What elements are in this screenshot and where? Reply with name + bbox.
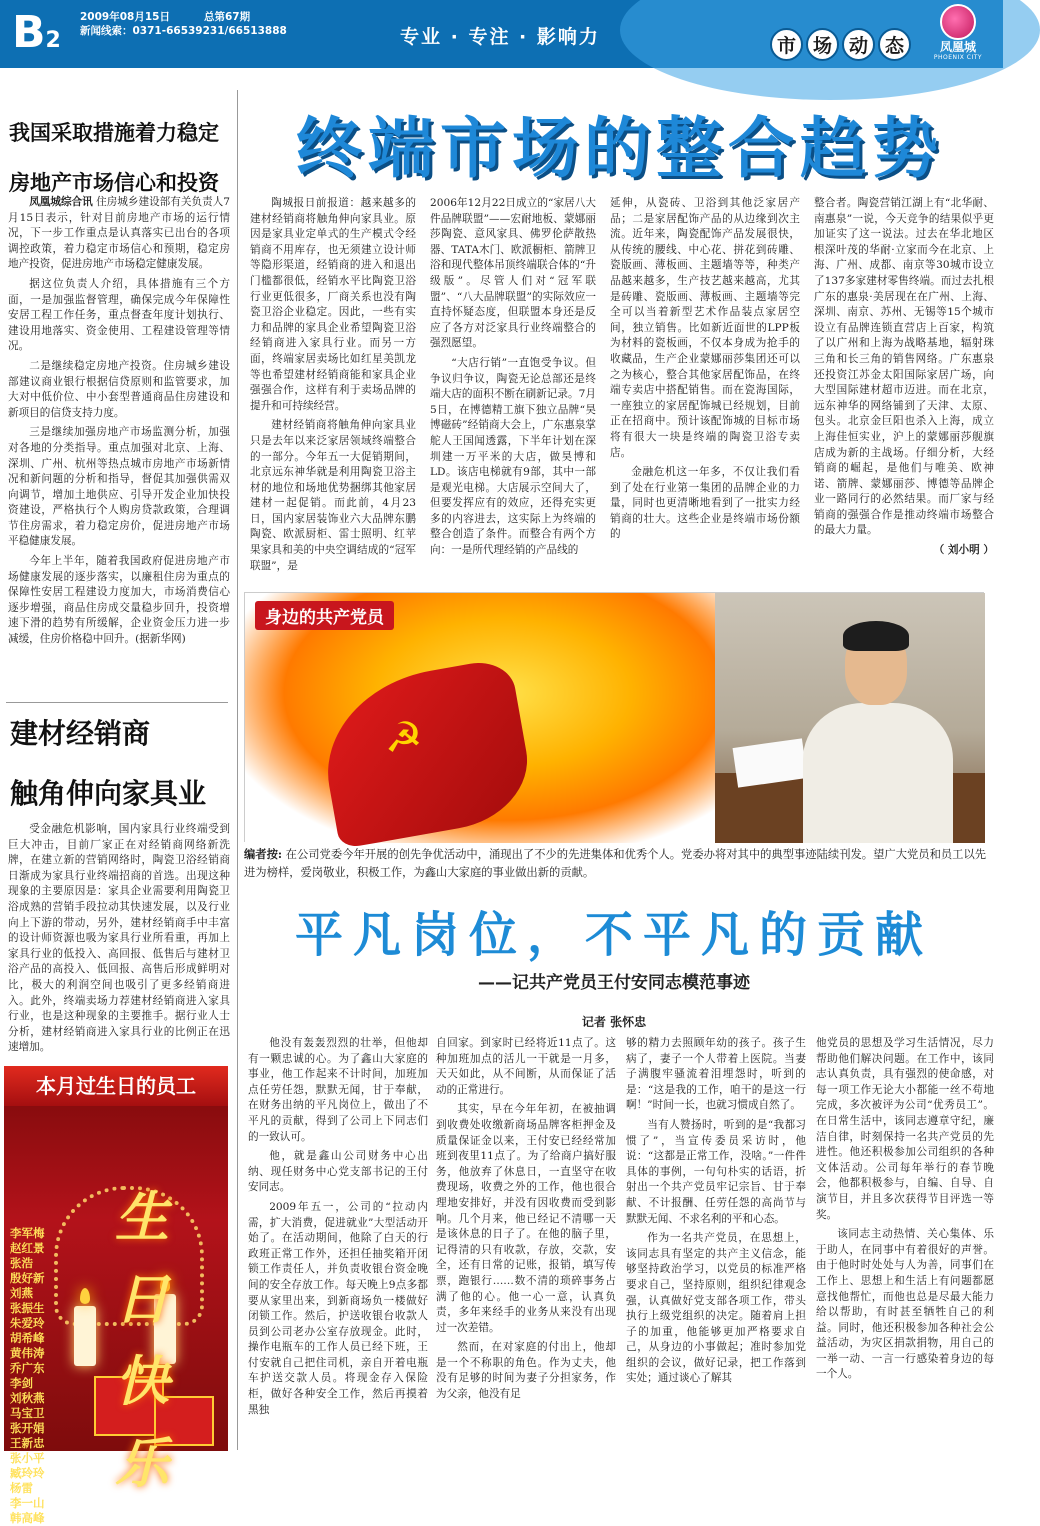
employee-name: 马宝卫 [10,1406,45,1420]
story2-byline: （ 刘小明 ） [933,544,994,557]
story1-headline: 我国采取措施着力稳定 房地产市场信心和投资 [9,121,219,195]
employee-name: 臧玲玲 [10,1466,45,1480]
story4-column-4: 他党员的思想及学习生活情况，尽力帮助他们解决问题。在工作中，该同志认真负责，具有强烈的使命感，对每一项工作无论大小都能一丝不苟地完成，多次被评为公司“优秀员工”。在日常生活中，该同志遵章守纪，廉洁自律，时刻保持一名共产党员的先进性。他还积极参加公司组织的各种文体活动。公司每年举行的春节晚会，他都积极参与，自编、自导、自演节目，并且多次获得节目评选一等奖。 该同志主动热情、关心集体、乐于助人，在同事中有着很好的声誉。由于他时时处处与人为善，同事们在工作上、思想上和生活上有问题都愿意找他帮忙，而他也总是尽最大能力给以帮助，有时甚至牺牲自己的利益。同时，他还积极参加各种社会公益活动，为灾区捐款捐物，用自己的一举一动、一言一行感染着身边的每一个人。 [816,1037,994,1381]
red-flag [313,657,538,849]
phoenix-city-logo: 凤凰城 PHOENIX CITY [920,4,996,61]
employee-name: 胡希峰 [10,1331,45,1345]
employee-name: 杨雷 [10,1481,33,1495]
employee-name: 张小平 [10,1451,45,1465]
employee-name: 张振生 [10,1301,45,1315]
editor-note-label: 编者按: [244,847,283,861]
dateline: 凤凰城综合讯 [29,196,93,208]
story3-headline: 建材经销商 触角伸向家具业 [10,717,207,810]
story4-author: 记者 张怀忠 [581,1015,647,1029]
story1-body: 凤凰城综合讯 住房城乡建设部有关负责人7月15日表示，针对目前房地产市场的运行情况，下一步工作重点是认真落实已出台的各项调控政策，着力稳定市场信心和预期，稳定房地产投资，促进房地产市场稳定健康发展。 据这位负责人介绍，具体措施有三个方面，一是加强监督管理，确保完成今年保障性安居工程工作任务，重点督查年度计划执行、建设用地落实、资金使用、工程建设管理等情况。 二是继续稳定房地产投资。住房城乡建设部建议商业银行根据信贷原则和监管要求，加大对中低价位、中小套型普通商品住房建设和新项目的信贷支持力度。 三是继续加强房地产市场监测分析，加强对各地的分类指导。重点加强对北京、上海、深圳、广州、杭州等热点城市房地产市场新情况和新问题的分析和指导，督促其加强供需双向调节，增加土地供应、引导开发企业加快投资建设，严格执行个人购房贷款政策，合理调节住房需求，着力稳定房价，促进房地产市场平稳健康发展。 今年上半年，随着我国政府促进房地产市场健康发展的逐步落实，以廉租住房为重点的保障性安居工程建设力度加大，市场消费信心逐步增强，商品住房成交量稳步回升，投资增速下滑的趋势有所缓解，企业资金压力进一步减缓，住房价格稳中回升。(据新华网) [8,196,230,646]
photo-caption: 身边的共产党员 [255,601,394,630]
section-name [770,28,911,61]
birthday-panel [4,1066,228,1525]
story4-column-2: 自回家。到家时已经将近11点了。这种加班加点的活儿一干就是一月多，天天如此，从不间断，从而保证了活动的正常进行。 其实，早在今年年初，在被抽调到收费处收缴新商场品牌客柜押金及质量保证金以来，王付安已经经常加班到夜里11点了。为了给商户搞好服务，他放弃了休息日，一直坚守在收费现场，收费之外的工作，他也很合理地安排好，并没有因收费而受到影响。几个月来，他已经记不清哪一天是该休息的日子了。在他的脑子里，记得清的只有收款，存放，交款，安全，还有日常的记账，报销，填写传票，跑银行……数不清的琐碎事务占满了他的心。他一心一意，认真负责，多年来经手的业务从来没有出现过一次差错。 然而，在对家庭的付出上，他却是一个不称职的角色。作为丈夫，他没有足够的时间为妻子分担家务，作为父亲，他没有足 [436,1037,616,1401]
slogan: 专业 · 专注 · 影响力 [400,26,600,48]
story2-column-1: 陶城报日前报道：越来越多的建材经销商将触角伸向家具业。原因是家具业定单式的生产模式令经销商不用库存，也无须建立设计师等隐形渠道，经销商的进入和退出门槛都很低，经销水平比陶瓷卫浴行业更低很多，厂商关系也没有陶瓷卫浴企业稳定。因此，一些有实力和品牌的家具企业希望陶瓷卫浴经销商进入家具行业。而另一方面，终端家居卖场比如红星美凯龙等也希望建材经销商能和家具企业强强合作，这样有利于卖场品牌的提升和可持续经营。 建材经销商将触角伸向家具业只是去年以来泛家居领域终端整合的一部分。今年五一大促销期间，北京远东神华就是利用陶瓷卫浴主材的地位和场地优势捆绑其他家居建材一起促销。而此前，4月23日，国内家居装饰业六大品牌东鹏陶瓷、欧派厨柜、雷士照明、红苹果家具和美的中央空调结成的“冠军联盟”，是 [250,197,416,572]
birthday-name-list [10,1226,58,1526]
employee-name: 李剑 [10,1376,33,1390]
hammer-sickle-icon: ☭ [385,713,423,762]
employee-name: 乔广东 [10,1361,45,1375]
employee-name: 黄伟涛 [10,1346,45,1360]
section-char: 场 [806,28,839,61]
employee-name: 张开娟 [10,1421,45,1435]
employee-name: 李军梅 [10,1226,45,1240]
divider [6,702,228,703]
story2-column-4: 整合者。陶瓷营销江湖上有“北华耐、南惠泉”一说，今天竞争的结果似乎更加证实了这一说法。过去在华北地区根深叶茂的华耐·立家而今在北京、上海、广州、成都、南京等30城市设立了137多家建材零售终端。而过去扎根广东的惠泉·美居现在在广州、上海、深圳、南京、苏州、无锡等15个城市设立有品牌连锁直营店上百家，构筑了以广州和上海为战略基地，辐射珠三角和长三角的销售网络。广东惠泉还投资江苏金太阳国际家居广场，向大型国际建材超市迈进。而在北京，远东神华的网络铺到了天津、太原、包头。北京金巨阳也杀入上海，成立上海佳恒实业，沪上的蒙娜丽莎舰旗店成为新的主战场。仔细分析，大经销商的崛起，是他们与唯美、欧神诺、箭牌、蒙娜丽莎、博德等品牌企业一路同行的必然结果。而厂家与经销商的强强合作是推动终端市场整合的最大力量。 （ 刘小明 ） [814,196,994,588]
issue-info [80,10,287,38]
section-char: 态 [878,28,911,61]
person-torso [803,703,953,843]
page-code: B2 [12,7,61,58]
employee-name: 王新忠 [10,1436,45,1450]
employee-name: 韩高峰 [10,1511,45,1525]
editor-note [244,845,992,882]
employee-name: 刘燕 [10,1286,33,1300]
employee-name: 刘秋燕 [10,1391,45,1405]
story2-column-2: 2006年12月22日成立的“家居八大件品牌联盟”——宏耐地板、蒙娜丽莎陶瓷、意风家具、佛罗伦萨散热器、TATA木门、欧派橱柜、箭牌卫浴和现代整体吊顶终端联合体的“升级版”。尽管人们对“冠军联盟”、“八大品牌联盟”的实际效应一直持怀疑态度，但联盟本身还是反应了各方对泛家具行业终端整合的强烈愿望。 “大店行销”一直饱受争议。但争议归争议，陶瓷无论总部还是终端大店的面积不断在刷新记录。7月5日，在博德精工旗下独立品牌“昊博磁砖”经销商大会上，广东惠泉掌舵人王国闻透露，下半年计划在深圳建一万平米的大店，做昊博和LD。该店电梯就有9部，其中一部是观光电梯。大店展示空间大了，但要发挥应有的效应，还得充实更多的内容进去，这实际上为终端的整合创造了条件。而整合有两个方向：一是所代理经销的产品线的 [430,197,596,557]
candle-icon [74,1306,96,1366]
story2-column-3: 延伸，从瓷砖、卫浴到其他泛家居产品；二是家居配饰产品的从边缘到次主流。近年来，陶瓷配饰产品发展很快，从传统的腰线、中心花、拼花到砖雕、瓷版画、薄板画、主题墙等等，种类产品越来越多，生产技艺越来越高，尤其是砖雕、瓷版画、薄板画、主题墙等完全可以当着新型艺术作品装点家居空间，独立销售。比如新近面世的LPP板为材料的瓷板画，不仅本身成为抢手的收藏品，生产企业蒙娜丽莎集团还可以之为核心，整合其他家居配饰品，在终端专卖店中搭配销售。而在瓷海国际，一座独立的家居配饰城已经规划，目前正在招商中。预计该配饰城的目标市场将有很大一块是终端的陶瓷卫浴专卖店。 金融危机这一年多，不仅让我们看到了处在行业第一集团的品牌企业的力量，同时也更清晰地看到了一批实力经销商的壮大。这些企业是终端市场份额的 [610,197,800,541]
column-divider [237,90,238,1450]
phoenix-icon [940,4,976,40]
story3-body: 受金融危机影响，国内家具行业终端受到巨大冲击，目前厂家正在对经销商网络新洗牌，在建立新的营销网络时，陶瓷卫浴经销商日渐成为家具行业终端招商的首选。出现这种现象的主要原因是：家具企业需要利用陶瓷卫浴成熟的营销手段拉动其快速发展，以及行业向上下游的带动，另外，建材经销商手中丰富的设计师资源也吸为家具行业所看重，再加上家具行业的低投入、高回报、低售后与建材卫浴产品的高投入、低回报、高售后形成鲜明对比，极大的利润空间也吸引了更多经销商进入。此外，终端卖场力荐建材经销商进入家具行业，也是这种现象的主要推手。据行业人士分析，建材经销商进入家具行业的比例正在迅速增加。 [8,823,230,1054]
birthday-greeting: 生日快乐 [115,1185,169,1495]
feature-photo [244,592,984,842]
employee-name: 张浩 [10,1256,33,1270]
masthead-banner [0,0,1003,68]
story4-headline: 平凡岗位，不平凡的贡献 [294,907,933,963]
employee-name: 朱爱玲 [10,1316,45,1330]
editor-note-text: 在公司党委今年开展的创先争优活动中，涌现出了不少的先进集体和优秀个人。党委办将对其中的典型事迹陆续刊发。望广大党员和员工以先进为榜样，爱岗敬业，积极工作，为鑫山大家庭的事业做出新的贡献。 [244,848,987,879]
person-hair [843,621,909,651]
employee-name: 殷好新 [10,1271,45,1285]
party-flag-graphic [245,593,715,843]
story4-column-3: 够的精力去照顾年幼的孩子。孩子生病了，妻子一个人带着上医院。当妻子满腹牢骚流着泪埋怨时，听到的是：“这是我的工作，咱干的是这一行啊！”时间一长，也就习惯成自然了。 当有人赞扬时，听到的是“我都习惯了”，当宣传委员采访时，他说：“这都是正常工作，没啥。”一件件具体的事例，一句句朴实的话语，折射出一个共产党员牢记宗旨、甘于奉献、不计报酬、任劳任怨的高尚节与默默无闻、不求名利的平和心态。 作为一名共产党员，在思想上，该同志具有坚定的共产主义信念，能够坚持政治学习，以党员的标准严格要求自己，坚持原则，组织纪律观念强，认真做好党支部各项工作，带头执行上级党组织的决定。随着肩上担子的加重，他能够更加严格要求自己，从身边的小事做起；准时参加党组织的会议，做好记录，把工作落到实处；通过谈心了解其 [626,1037,806,1385]
news-hotline: 新闻线索：0371-66539231/66513888 [80,25,287,37]
story4-subtitle: ——记共产党员王付安同志模范事迹 [478,973,750,993]
story4-column-1: 他没有轰轰烈烈的壮举，但他却有一颗忠诚的心。为了鑫山大家庭的事业，他工作起来不计时间，加班加点任劳任怨，默默无闻，甘于奉献，在财务出纳的平凡岗位上，做出了不平凡的贡献，得到了公司上下同志们的一致认可。 他，就是鑫山公司财务中心出纳、现任财务中心党支部书记的王付安同志。 2009年五一，公司的“拉动内需，扩大消费，促进就业”大型活动开始了。在活动期间，他除了白天的行政班正常工作外，还担任抽奖箱开闭锁工作责任人，并负责收银台资金晚间的安全存放工作。每天晚上9点多都要从家里出来，到新商场负一楼做好闭锁工作。然后，护送收银台收款人员到公司老办公室存放现金。此时，操作电瓶车的工作人员已经下班，王付安就自己把住司机，亲自开着电瓶车护送交款人员。将现金存入保险柜，做好各种安全工作，然后再摸着黑独 [248,1037,428,1416]
section-char: 动 [842,28,875,61]
employee-name: 赵红景 [10,1241,45,1255]
issue-date: 2009年08月15日 [80,11,170,23]
issue-number: 总第67期 [203,11,251,23]
birthday-title: 本月过生日的员工 [4,1066,228,1106]
employee-name: 李一山 [10,1496,45,1510]
section-char: 市 [770,28,803,61]
portrait-photo [715,593,985,843]
story2-headline: 终端市场的整合趋势 [296,110,944,187]
flame-icon [80,1288,90,1304]
